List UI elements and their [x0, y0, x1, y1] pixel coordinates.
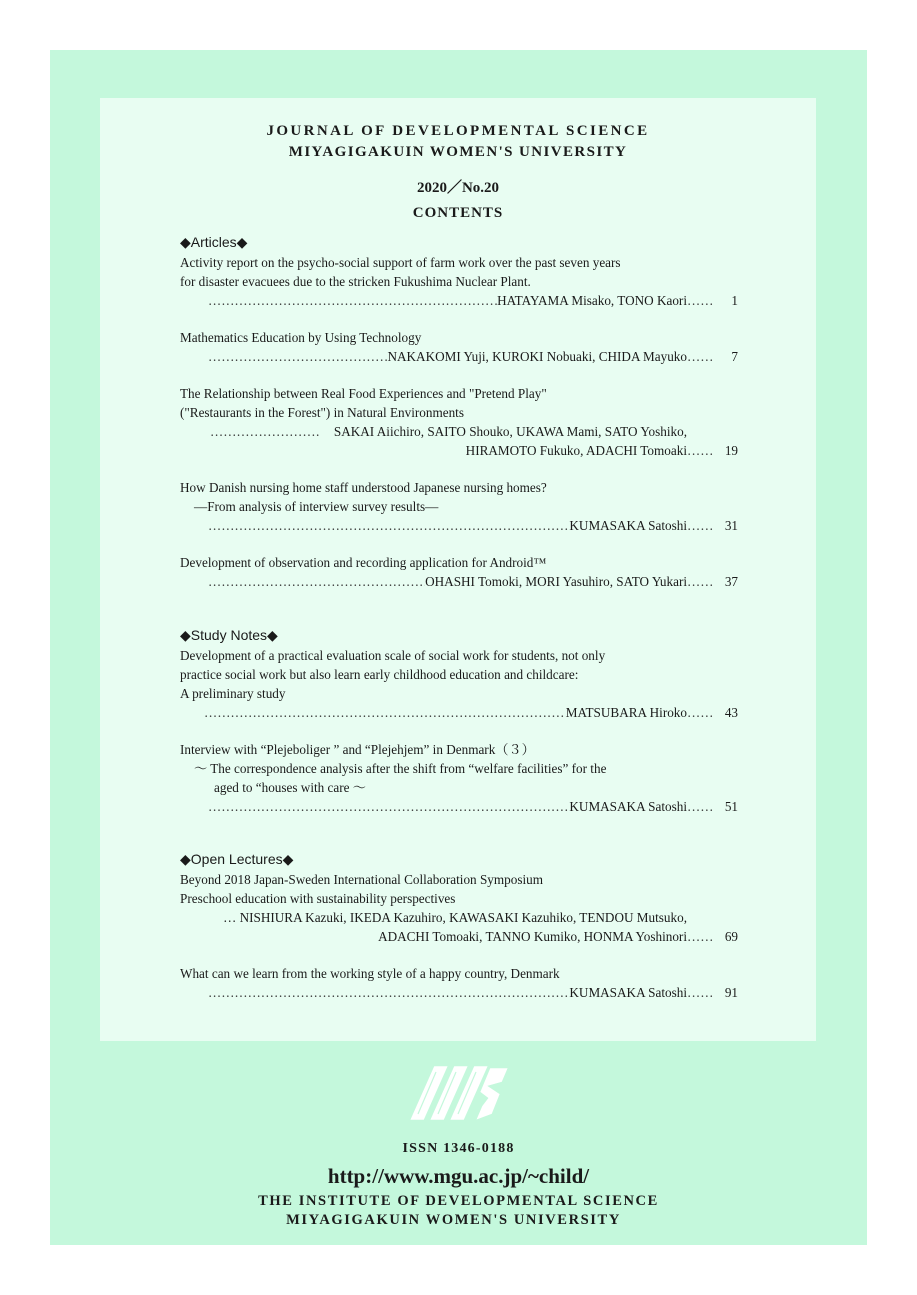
entry-page: …… 69: [687, 927, 738, 946]
entry-page: …… 51: [687, 797, 738, 816]
entry-page: …… 31: [687, 516, 738, 535]
entry-title-line: Mathematics Education by Using Technology: [180, 330, 422, 345]
entry-title-line: Interview with “Plejeboliger ” and “Plejehjem” in Denmark（３）: [180, 742, 535, 757]
entry-authors: ………………………………………………………………………………………………………………………………………………………………………………………………………………………………………… NAKAKOMI Yuji, KUROKI Nobuaki, CHIDA Mayuko: [180, 347, 687, 366]
entry-title-line: A preliminary study: [180, 686, 286, 701]
contents-heading: CONTENTS: [412, 205, 504, 221]
entry-title-line: aged to “houses with care ～: [214, 780, 366, 795]
entry-title-line: The Relationship between Real Food Experiences and "Pretend Play": [180, 386, 547, 401]
entry-authors: ………………………………………………………………………………………………………………………………………………………………………………………………………………………………………… KUMASAKA Satoshi: [180, 797, 687, 816]
website-url[interactable]: http://www.mgu.ac.jp/~child/: [327, 1164, 590, 1188]
entry-title-line: practice social work but also learn early childhood education and childcare:: [180, 667, 579, 682]
entry-page: …… 37: [687, 572, 738, 591]
entry-title-line: Preschool education with sustainability perspectives: [180, 891, 456, 906]
entry-authors: … NISHIURA Kazuki, IKEDA Kazuhiro, KAWASAKI Kazuhiko, TENDOU Mutsuko,: [223, 910, 687, 925]
entry-page: …… 1: [687, 291, 738, 310]
entry-page: …… 7: [687, 347, 738, 366]
institute-university: MIYAGIGAKUIN WOMEN'S UNIVERSITY: [286, 1212, 621, 1228]
entry-title-line: How Danish nursing home staff understood Japanese nursing homes?: [180, 480, 547, 495]
entry-title-line: ("Restaurants in the Forest") in Natural Environments: [180, 405, 464, 420]
entry-page: …… 43: [687, 703, 738, 722]
institute-logo-icon: [404, 1062, 514, 1130]
entry-page: …… 91: [687, 983, 738, 1002]
entry-title-line: Activity report on the psycho-social support of farm work over the past seven years: [180, 255, 621, 270]
entry-authors: ………………………………………………………………………………………………………………………………………………………………………………………………………………………………………… SAKAI Aiichiro, SAITO Shouko, UKAWA Mami, SATO Yoshiko,: [180, 422, 687, 441]
issn: ISSN 1346-0188: [402, 1141, 515, 1156]
entry-title-line: for disaster evacuees due to the stricken Fukushima Nuclear Plant.: [180, 274, 531, 289]
entry-title-line: What can we learn from the working style of a happy country, Denmark: [180, 966, 560, 981]
entry-authors: ADACHI Tomoaki, TANNO Kumiko, HONMA Yoshinori: [378, 929, 687, 944]
section-articles: ◆Articles◆: [180, 234, 248, 250]
institute-name: THE INSTITUTE OF DEVELOPMENTAL SCIENCE: [258, 1193, 659, 1209]
entry-title-line: —From analysis of interview survey results—: [194, 499, 439, 514]
entry-title-line: Development of a practical evaluation scale of social work for students, not only: [180, 648, 606, 663]
entry-title-line: ～ The correspondence analysis after the shift from “welfare facilities” for the: [194, 761, 607, 776]
entry-authors: HIRAMOTO Fukuko, ADACHI Tomoaki: [465, 443, 687, 458]
entry-page: …… 19: [687, 441, 738, 460]
entry-authors: ………………………………………………………………………………………………………………………………………………………………………………………………………………………………………… OHASHI Tomoki, MORI Yasuhiro, SATO Yukari: [180, 572, 687, 591]
journal-university: MIYAGIGAKUIN WOMEN'S UNIVERSITY: [288, 144, 628, 160]
entry-authors: ………………………………………………………………………………………………………………………………………………………………………………………………………………………………………… HATAYAMA Misako, TONO Kaori: [180, 291, 687, 310]
entry-authors: ………………………………………………………………………………………………………………………………………………………………………………………………………………………………………… KUMASAKA Satoshi: [180, 516, 687, 535]
section-open-lectures: ◆Open Lectures◆: [180, 851, 294, 867]
entry-authors: ………………………………………………………………………………………………………………………………………………………………………………………………………………………………………… MATSUBARA Hiroko: [180, 703, 687, 722]
journal-title: JOURNAL OF DEVELOPMENTAL SCIENCE: [266, 123, 650, 139]
entry-title-line: Beyond 2018 Japan-Sweden International Collaboration Symposium: [180, 872, 543, 887]
section-study-notes: ◆Study Notes◆: [180, 627, 278, 643]
entry-title-line: Development of observation and recording application for Android™: [180, 555, 547, 570]
entry-authors: ………………………………………………………………………………………………………………………………………………………………………………………………………………………………………… KUMASAKA Satoshi: [180, 983, 687, 1002]
journal-issue: 2020／No.20: [416, 180, 500, 196]
